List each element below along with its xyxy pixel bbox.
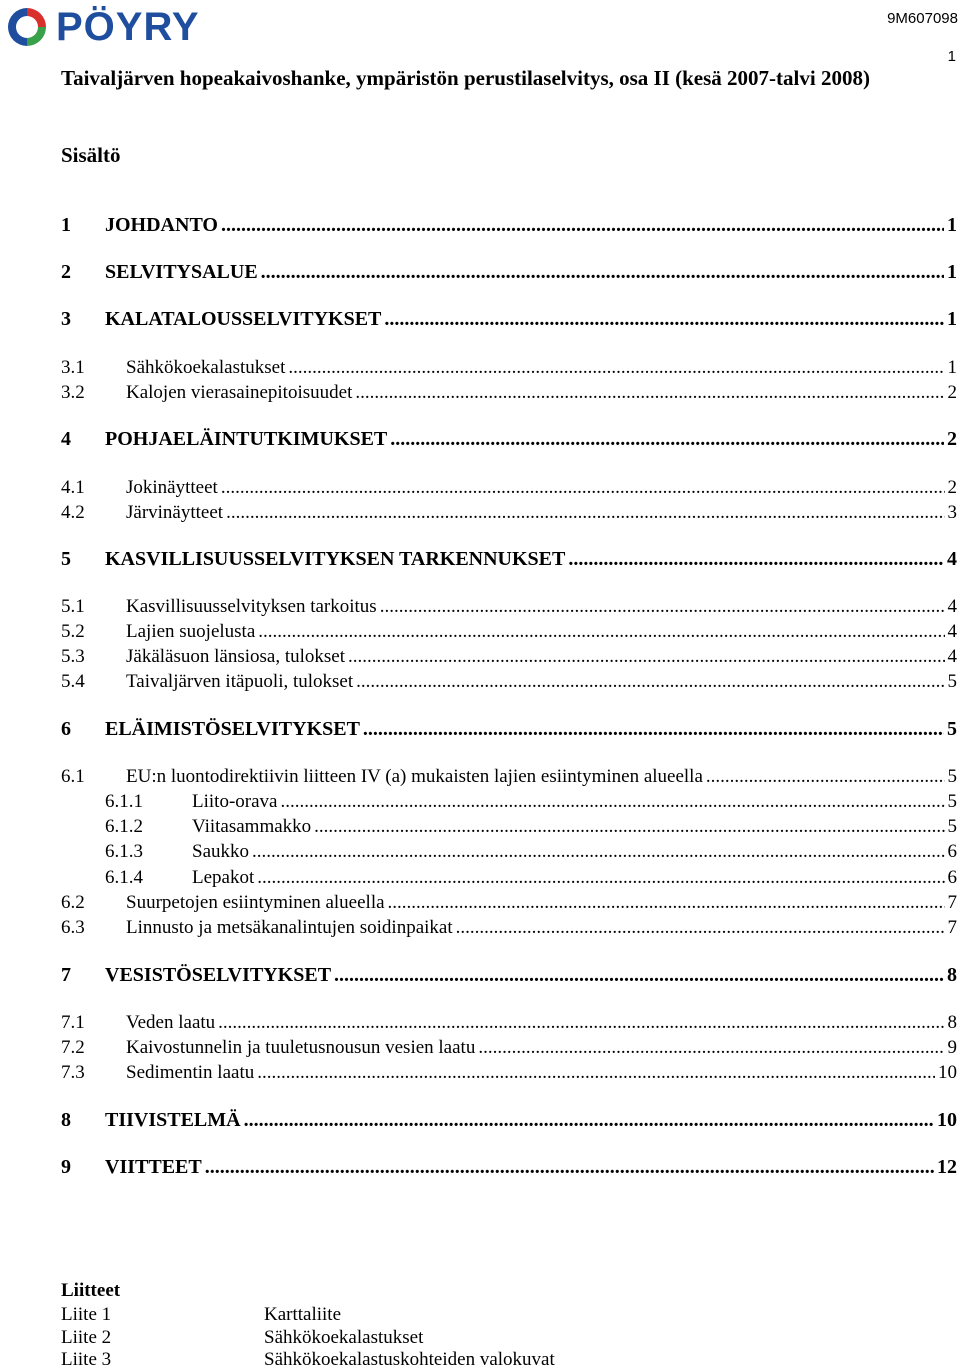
toc-number: 6.1.4	[105, 867, 143, 888]
toc-leader	[380, 596, 945, 618]
toc-entry[interactable]	[61, 718, 957, 746]
toc-entry[interactable]	[61, 477, 957, 501]
toc-text: Kalojen vierasainepitoisuudet	[126, 382, 353, 403]
toc-page: 8	[947, 964, 957, 986]
toc-leader	[221, 214, 944, 237]
toc-entry[interactable]	[61, 214, 957, 242]
toc-text: Kasvillisuusselvityksen tarkoitus	[126, 596, 377, 617]
toc-leader	[706, 766, 945, 788]
toc-entry[interactable]	[61, 671, 957, 695]
toc-leader	[390, 428, 944, 451]
attachment-label: Liite 3	[61, 1349, 112, 1370]
toc-entry[interactable]	[61, 548, 957, 576]
toc-leader	[257, 1062, 935, 1084]
toc-number: 3	[61, 308, 71, 330]
toc-text: Lajien suojelusta	[126, 621, 256, 642]
toc-number: 7.2	[61, 1037, 85, 1058]
toc-page: 6	[947, 841, 957, 862]
toc-entry[interactable]	[61, 596, 957, 620]
toc-entry[interactable]	[105, 867, 957, 891]
toc-page: 7	[947, 892, 957, 913]
toc-number: 9	[61, 1156, 71, 1178]
toc-number: 6.1	[61, 766, 85, 787]
toc-page: 10	[938, 1062, 957, 1083]
toc-leader	[356, 671, 944, 693]
toc-page: 2	[947, 428, 957, 450]
toc-number: 7.1	[61, 1012, 85, 1033]
toc-text: JOHDANTO	[105, 214, 218, 236]
toc-number: 5	[61, 548, 71, 570]
toc-entry[interactable]	[61, 1156, 957, 1184]
toc-number: 3.1	[61, 357, 85, 378]
toc-text: Liito-orava	[192, 791, 278, 812]
toc-number: 6.1.2	[105, 816, 143, 837]
poyry-logo-icon	[4, 4, 50, 50]
toc-entry[interactable]	[61, 964, 957, 992]
toc-leader	[388, 892, 945, 914]
toc-leader	[384, 308, 944, 331]
toc-page: 4	[947, 646, 957, 667]
toc-text: Kaivostunnelin ja tuuletusnousun vesien laatu	[126, 1037, 476, 1058]
toc-leader	[355, 382, 944, 404]
toc-number: 4.1	[61, 477, 85, 498]
toc-page: 2	[947, 477, 957, 498]
toc-entry[interactable]	[61, 308, 957, 336]
toc-text: Sedimentin laatu	[126, 1062, 255, 1083]
contents-heading: Sisältö	[61, 143, 121, 167]
toc-number: 2	[61, 261, 71, 283]
toc-text: SELVITYSALUE	[105, 261, 258, 283]
toc-text: ELÄIMISTÖSELVITYKSET	[105, 718, 360, 740]
toc-leader	[280, 791, 944, 813]
toc-page: 5	[947, 816, 957, 837]
toc-page: 1	[947, 308, 957, 330]
toc-number: 6.2	[61, 892, 85, 913]
toc-page: 3	[947, 502, 957, 523]
toc-page: 5	[947, 718, 957, 740]
toc-entry[interactable]	[61, 1062, 957, 1086]
toc-entry[interactable]	[61, 261, 957, 289]
toc-entry[interactable]	[61, 428, 957, 456]
toc-number: 7.3	[61, 1062, 85, 1083]
toc-leader	[568, 548, 944, 571]
toc-entry[interactable]	[61, 502, 957, 526]
toc-leader	[244, 1109, 934, 1132]
attachment-label: Liite 1	[61, 1304, 112, 1325]
toc-number: 4.2	[61, 502, 85, 523]
toc-page: 7	[947, 917, 957, 938]
toc-entry[interactable]	[61, 357, 957, 381]
toc-leader	[218, 1012, 944, 1034]
toc-entry[interactable]	[61, 1109, 957, 1137]
toc-text: VESISTÖSELVITYKSET	[105, 964, 332, 986]
toc-entry[interactable]	[61, 1037, 957, 1061]
toc-leader	[226, 502, 944, 524]
toc-page: 8	[947, 1012, 957, 1033]
toc-number: 6.3	[61, 917, 85, 938]
toc-text: Sähkökoekalastukset	[126, 357, 286, 378]
toc-number: 7	[61, 964, 71, 986]
toc-number: 5.4	[61, 671, 85, 692]
toc-leader	[363, 718, 944, 741]
toc-text: Viitasammakko	[192, 816, 312, 837]
toc-leader	[288, 357, 944, 379]
toc-text: KALATALOUSSELVITYKSET	[105, 308, 382, 330]
toc-text: VIITTEET	[105, 1156, 202, 1178]
toc-leader	[257, 867, 944, 889]
toc-entry[interactable]	[105, 841, 957, 865]
toc-text: Järvinäytteet	[126, 502, 224, 523]
toc-entry[interactable]	[61, 646, 957, 670]
toc-leader	[348, 646, 945, 668]
toc-page: 12	[937, 1156, 957, 1178]
page-number: 1	[947, 48, 956, 65]
toc-leader	[221, 477, 945, 499]
toc-page: 1	[947, 357, 957, 378]
toc-entry[interactable]	[61, 382, 957, 406]
toc-leader	[258, 621, 944, 643]
toc-number: 5.2	[61, 621, 85, 642]
toc-text: Jokinäytteet	[126, 477, 218, 498]
toc-entry[interactable]	[61, 917, 957, 941]
toc-number: 3.2	[61, 382, 85, 403]
attachment-text: Karttaliite	[264, 1304, 342, 1325]
toc-leader	[205, 1156, 934, 1179]
logo-text: PÖYRY	[56, 5, 200, 49]
toc-text: Suurpetojen esiintyminen alueella	[126, 892, 385, 913]
toc-page: 9	[947, 1037, 957, 1058]
toc-page: 5	[947, 766, 957, 787]
toc-page: 4	[947, 596, 957, 617]
attachments-heading: Liitteet	[61, 1280, 121, 1301]
toc-leader	[456, 917, 945, 939]
company-logo	[4, 4, 200, 50]
toc-leader	[252, 841, 945, 863]
toc-page: 1	[947, 214, 957, 236]
attachment-text: Sähkökoekalastukset	[264, 1327, 424, 1348]
toc-text: POHJAELÄINTUTKIMUKSET	[105, 428, 388, 450]
attachment-label: Liite 2	[61, 1327, 112, 1348]
toc-text: Taivaljärven itäpuoli, tulokset	[126, 671, 354, 692]
toc-number: 1	[61, 214, 71, 236]
toc-entry[interactable]	[105, 816, 957, 840]
toc-text: EU:n luontodirektiivin liitteen IV (a) mukaisten lajien esiintyminen alueella	[126, 766, 703, 787]
toc-text: Linnusto ja metsäkanalintujen soidinpaikat	[126, 917, 453, 938]
toc-page: 5	[947, 791, 957, 812]
toc-text: Jäkäläsuon länsiosa, tulokset	[126, 646, 345, 667]
toc-leader	[334, 964, 944, 987]
toc-number: 6.1.3	[105, 841, 143, 862]
toc-text: Saukko	[192, 841, 249, 862]
toc-entry[interactable]	[61, 1012, 957, 1036]
toc-text: Veden laatu	[126, 1012, 216, 1033]
toc-page: 1	[947, 261, 957, 283]
attachment-row	[61, 1327, 423, 1349]
toc-leader	[478, 1037, 944, 1059]
toc-number: 5.3	[61, 646, 85, 667]
toc-entry[interactable]	[61, 621, 957, 645]
attachment-text: Sähkökoekalastuskohteiden valokuvat	[264, 1349, 555, 1370]
toc-leader	[261, 261, 944, 284]
toc-number: 4	[61, 428, 71, 450]
toc-page: 10	[937, 1109, 957, 1131]
toc-number: 6	[61, 718, 71, 740]
toc-number: 8	[61, 1109, 71, 1131]
toc-entry[interactable]	[61, 766, 957, 790]
toc-text: TIIVISTELMÄ	[105, 1109, 241, 1131]
toc-entry[interactable]	[61, 892, 957, 916]
toc-page: 5	[947, 671, 957, 692]
document-title: Taivaljärven hopeakaivoshanke, ympäristön perustilaselvitys, osa II (kesä 2007-talvi 2008)	[61, 66, 870, 90]
toc-entry[interactable]	[105, 791, 957, 815]
toc-text: Lepakot	[192, 867, 255, 888]
toc-number: 5.1	[61, 596, 85, 617]
toc-text: KASVILLISUUSSELVITYKSEN TARKENNUKSET	[105, 548, 566, 570]
toc-leader	[314, 816, 944, 838]
toc-page: 4	[947, 621, 957, 642]
toc-page: 2	[947, 382, 957, 403]
toc-page: 4	[947, 548, 957, 570]
attachment-row	[61, 1304, 341, 1326]
document-number: 9M607098	[887, 10, 958, 27]
toc-page: 6	[947, 867, 957, 888]
toc-number: 6.1.1	[105, 791, 143, 812]
